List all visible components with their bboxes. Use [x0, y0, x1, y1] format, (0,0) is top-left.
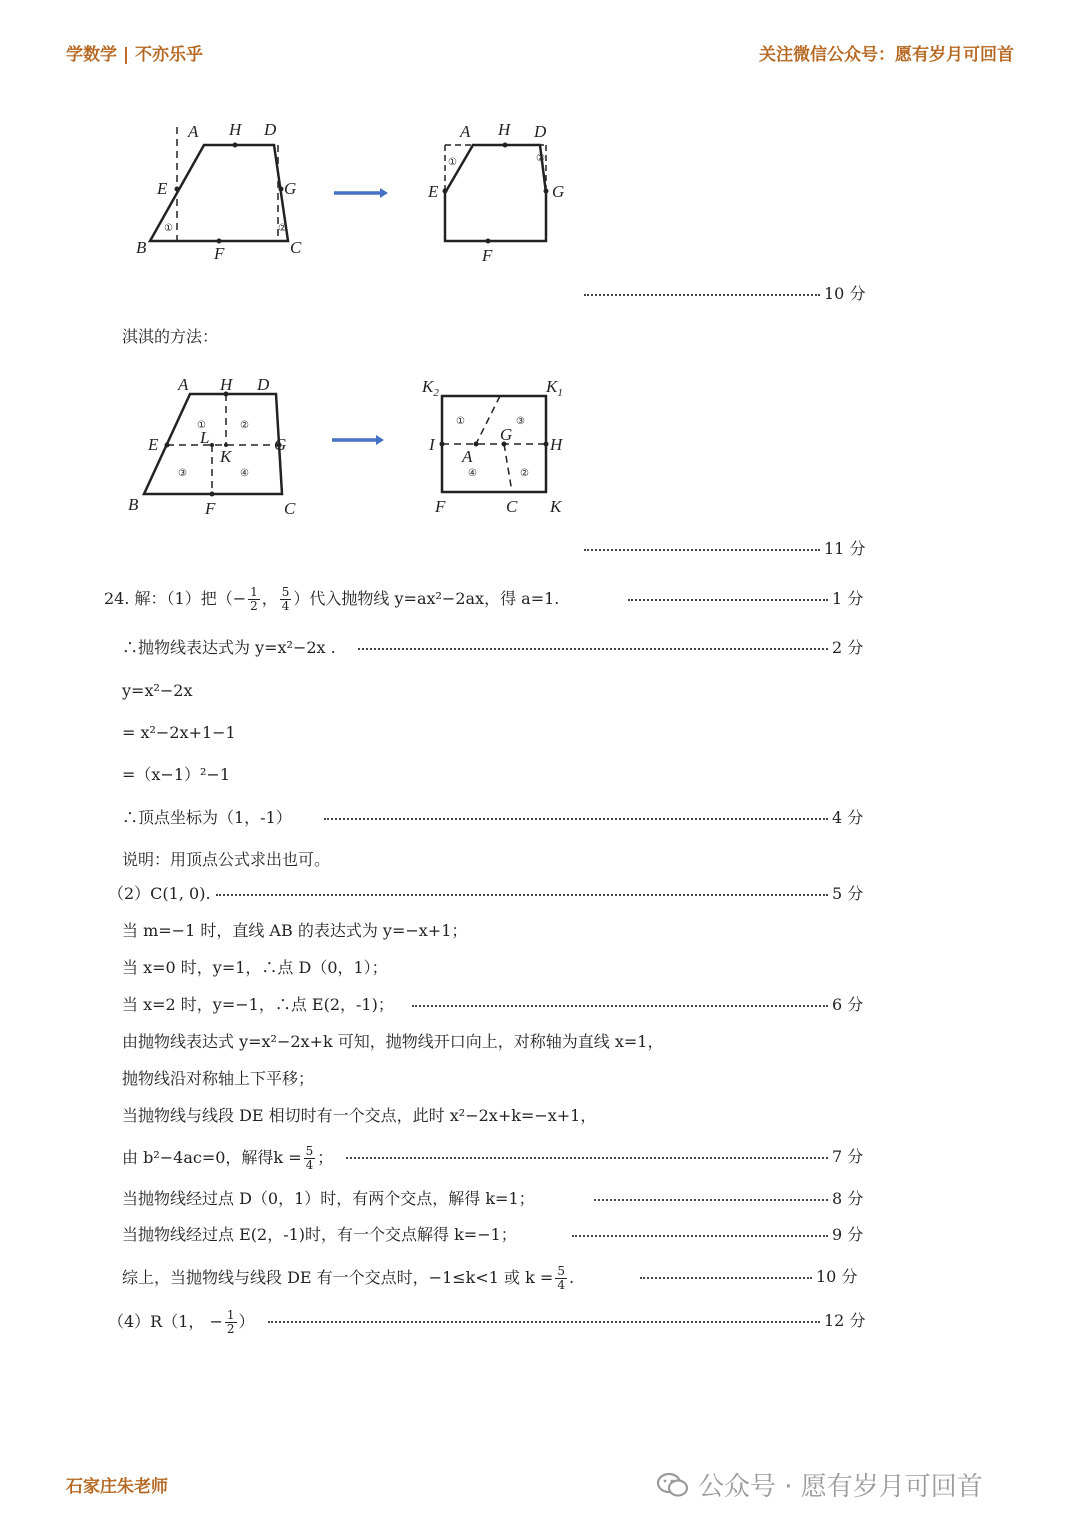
- score-line: 12 分: [262, 1309, 865, 1333]
- label-F: F: [214, 244, 225, 263]
- score-line: 8 分: [588, 1187, 863, 1211]
- score-line: 9 分: [566, 1223, 863, 1247]
- fraction: $\frac{1}{2}$: [226, 1308, 235, 1336]
- score-line: 10 分: [634, 1265, 857, 1289]
- label-A: A: [460, 122, 471, 141]
- label-L: L: [200, 428, 210, 447]
- label-H: H: [550, 435, 563, 454]
- score: 10 分: [824, 284, 866, 303]
- region-2: ②: [278, 223, 287, 234]
- score-line: [578, 282, 865, 306]
- q24-line16: 当抛物线经过点 D（0，1）时，有两个交点，解得 k=1；: [122, 1189, 535, 1208]
- fraction: $\frac{5}{4}$: [281, 585, 290, 613]
- q24-line13: 抛物线沿对称轴上下平移；: [122, 1069, 315, 1088]
- score-line: 6 分: [406, 993, 863, 1017]
- label-K2: $K_2$: [422, 377, 439, 399]
- label-E: E: [428, 182, 439, 201]
- region-1: ①: [197, 420, 206, 431]
- q24-line11: 当 x=2 时，y=−1，∴点 E(2，-1)；: [122, 995, 394, 1014]
- score-line: [578, 537, 865, 561]
- q24-line3: y=x²−2x: [122, 681, 193, 700]
- label-A: A: [462, 447, 473, 466]
- region-4: ④: [240, 468, 249, 479]
- region-3: ③: [516, 416, 525, 427]
- label-D: D: [534, 122, 547, 141]
- label-C: C: [284, 499, 296, 518]
- region-1: ①: [448, 157, 457, 168]
- score-line: 2 分: [352, 636, 863, 660]
- watermark-text: 公众号 · 愿有岁月可回首: [698, 1472, 983, 1502]
- label-F: F: [435, 497, 446, 516]
- label-H: H: [498, 120, 511, 139]
- score-line: 1 分: [622, 587, 863, 611]
- label-F: F: [205, 499, 216, 518]
- q24-line4: = x²−2x+1−1: [122, 723, 236, 742]
- q24-line6: ∴顶点坐标为（1，-1）: [122, 808, 292, 827]
- label-H: H: [229, 120, 242, 139]
- score-line: 4 分: [318, 806, 863, 830]
- label-E: E: [148, 435, 159, 454]
- q24-line5: =（x−1）²−1: [122, 765, 231, 784]
- q24-line2: ∴抛物线表达式为 y=x²−2x .: [122, 638, 336, 657]
- fraction: $\frac{1}{2}$: [250, 585, 258, 613]
- q24-line14: 当抛物线与线段 DE 相切时有一个交点，此时 x²−2x+k=−x+1，: [122, 1106, 597, 1125]
- label-C: C: [506, 497, 518, 516]
- q24-line18: 综上，当抛物线与线段 DE 有一个交点时，−1≤k<1 或 k = $\frac{5}{4}$ .: [122, 1264, 575, 1292]
- region-2: ②: [536, 153, 545, 164]
- region-1: ①: [164, 223, 173, 234]
- label-K1: $K_1$: [546, 377, 563, 399]
- label-D: D: [264, 120, 277, 139]
- label-E: E: [157, 179, 168, 198]
- q24-line10: 当 x=0 时，y=1，∴点 D（0，1）；: [122, 958, 388, 977]
- label-H: H: [220, 375, 233, 394]
- figure-2: [120, 370, 590, 520]
- header-left-title: 学数学 | 不亦乐乎: [66, 45, 204, 65]
- q24-line7: 说明：用顶点公式求出也可。: [122, 850, 331, 869]
- region-1: ①: [456, 416, 465, 427]
- label-K: K: [550, 497, 562, 516]
- qiqi-title: 淇淇的方法：: [122, 327, 219, 346]
- label-D: D: [257, 375, 270, 394]
- fraction: $\frac{5}{4}$: [305, 1144, 314, 1172]
- label-G: G: [284, 179, 297, 198]
- q24-line8: （2）C(1, 0).: [108, 884, 211, 903]
- label-I: I: [429, 435, 435, 454]
- label-F: F: [482, 246, 493, 265]
- score-line: 7 分: [340, 1145, 863, 1169]
- label-C: C: [290, 238, 302, 257]
- wechat-icon: [656, 1471, 690, 1499]
- figure-1: [130, 115, 590, 265]
- label-B: B: [136, 238, 147, 257]
- score-line: 5 分: [210, 882, 863, 906]
- label-B: B: [128, 495, 139, 514]
- region-4: ④: [468, 468, 477, 479]
- q24-line12: 由抛物线表达式 y=x²−2x+k 可知，抛物线开口向上，对称轴为直线 x=1，: [122, 1032, 664, 1051]
- watermark: [656, 1466, 983, 1503]
- q24-line1: 24. 解：（1）把（− $\frac{1}{2}$ ， $\frac{5}{4}$ ）代入抛物线 y=ax²−2ax，得 a=1.: [104, 585, 560, 613]
- q24-line9: 当 m=−1 时，直线 AB 的表达式为 y=−x+1；: [122, 921, 468, 940]
- label-A: A: [178, 375, 189, 394]
- label-G: G: [500, 425, 513, 444]
- q24-line15: 由 b²−4ac=0，解得k = $\frac{5}{4}$ ；: [122, 1144, 334, 1172]
- label-G: G: [274, 435, 287, 454]
- footer-left: 石家庄朱老师: [66, 1477, 168, 1497]
- header-right-title: 关注微信公众号：愿有岁月可回首: [759, 45, 1014, 65]
- fraction: $\frac{5}{4}$: [557, 1264, 565, 1292]
- q24-line17: 当抛物线经过点 E(2，-1)时，有一个交点解得 k=−1；: [122, 1225, 517, 1244]
- region-3: ③: [178, 468, 187, 479]
- label-K: K: [220, 447, 232, 466]
- region-2: ②: [520, 468, 529, 479]
- score: 11 分: [824, 539, 866, 558]
- q24-line19: （4）R（1， − $\frac{1}{2}$ ）: [108, 1308, 255, 1336]
- label-A: A: [188, 122, 199, 141]
- label-G: G: [552, 182, 565, 201]
- region-2: ②: [240, 420, 249, 431]
